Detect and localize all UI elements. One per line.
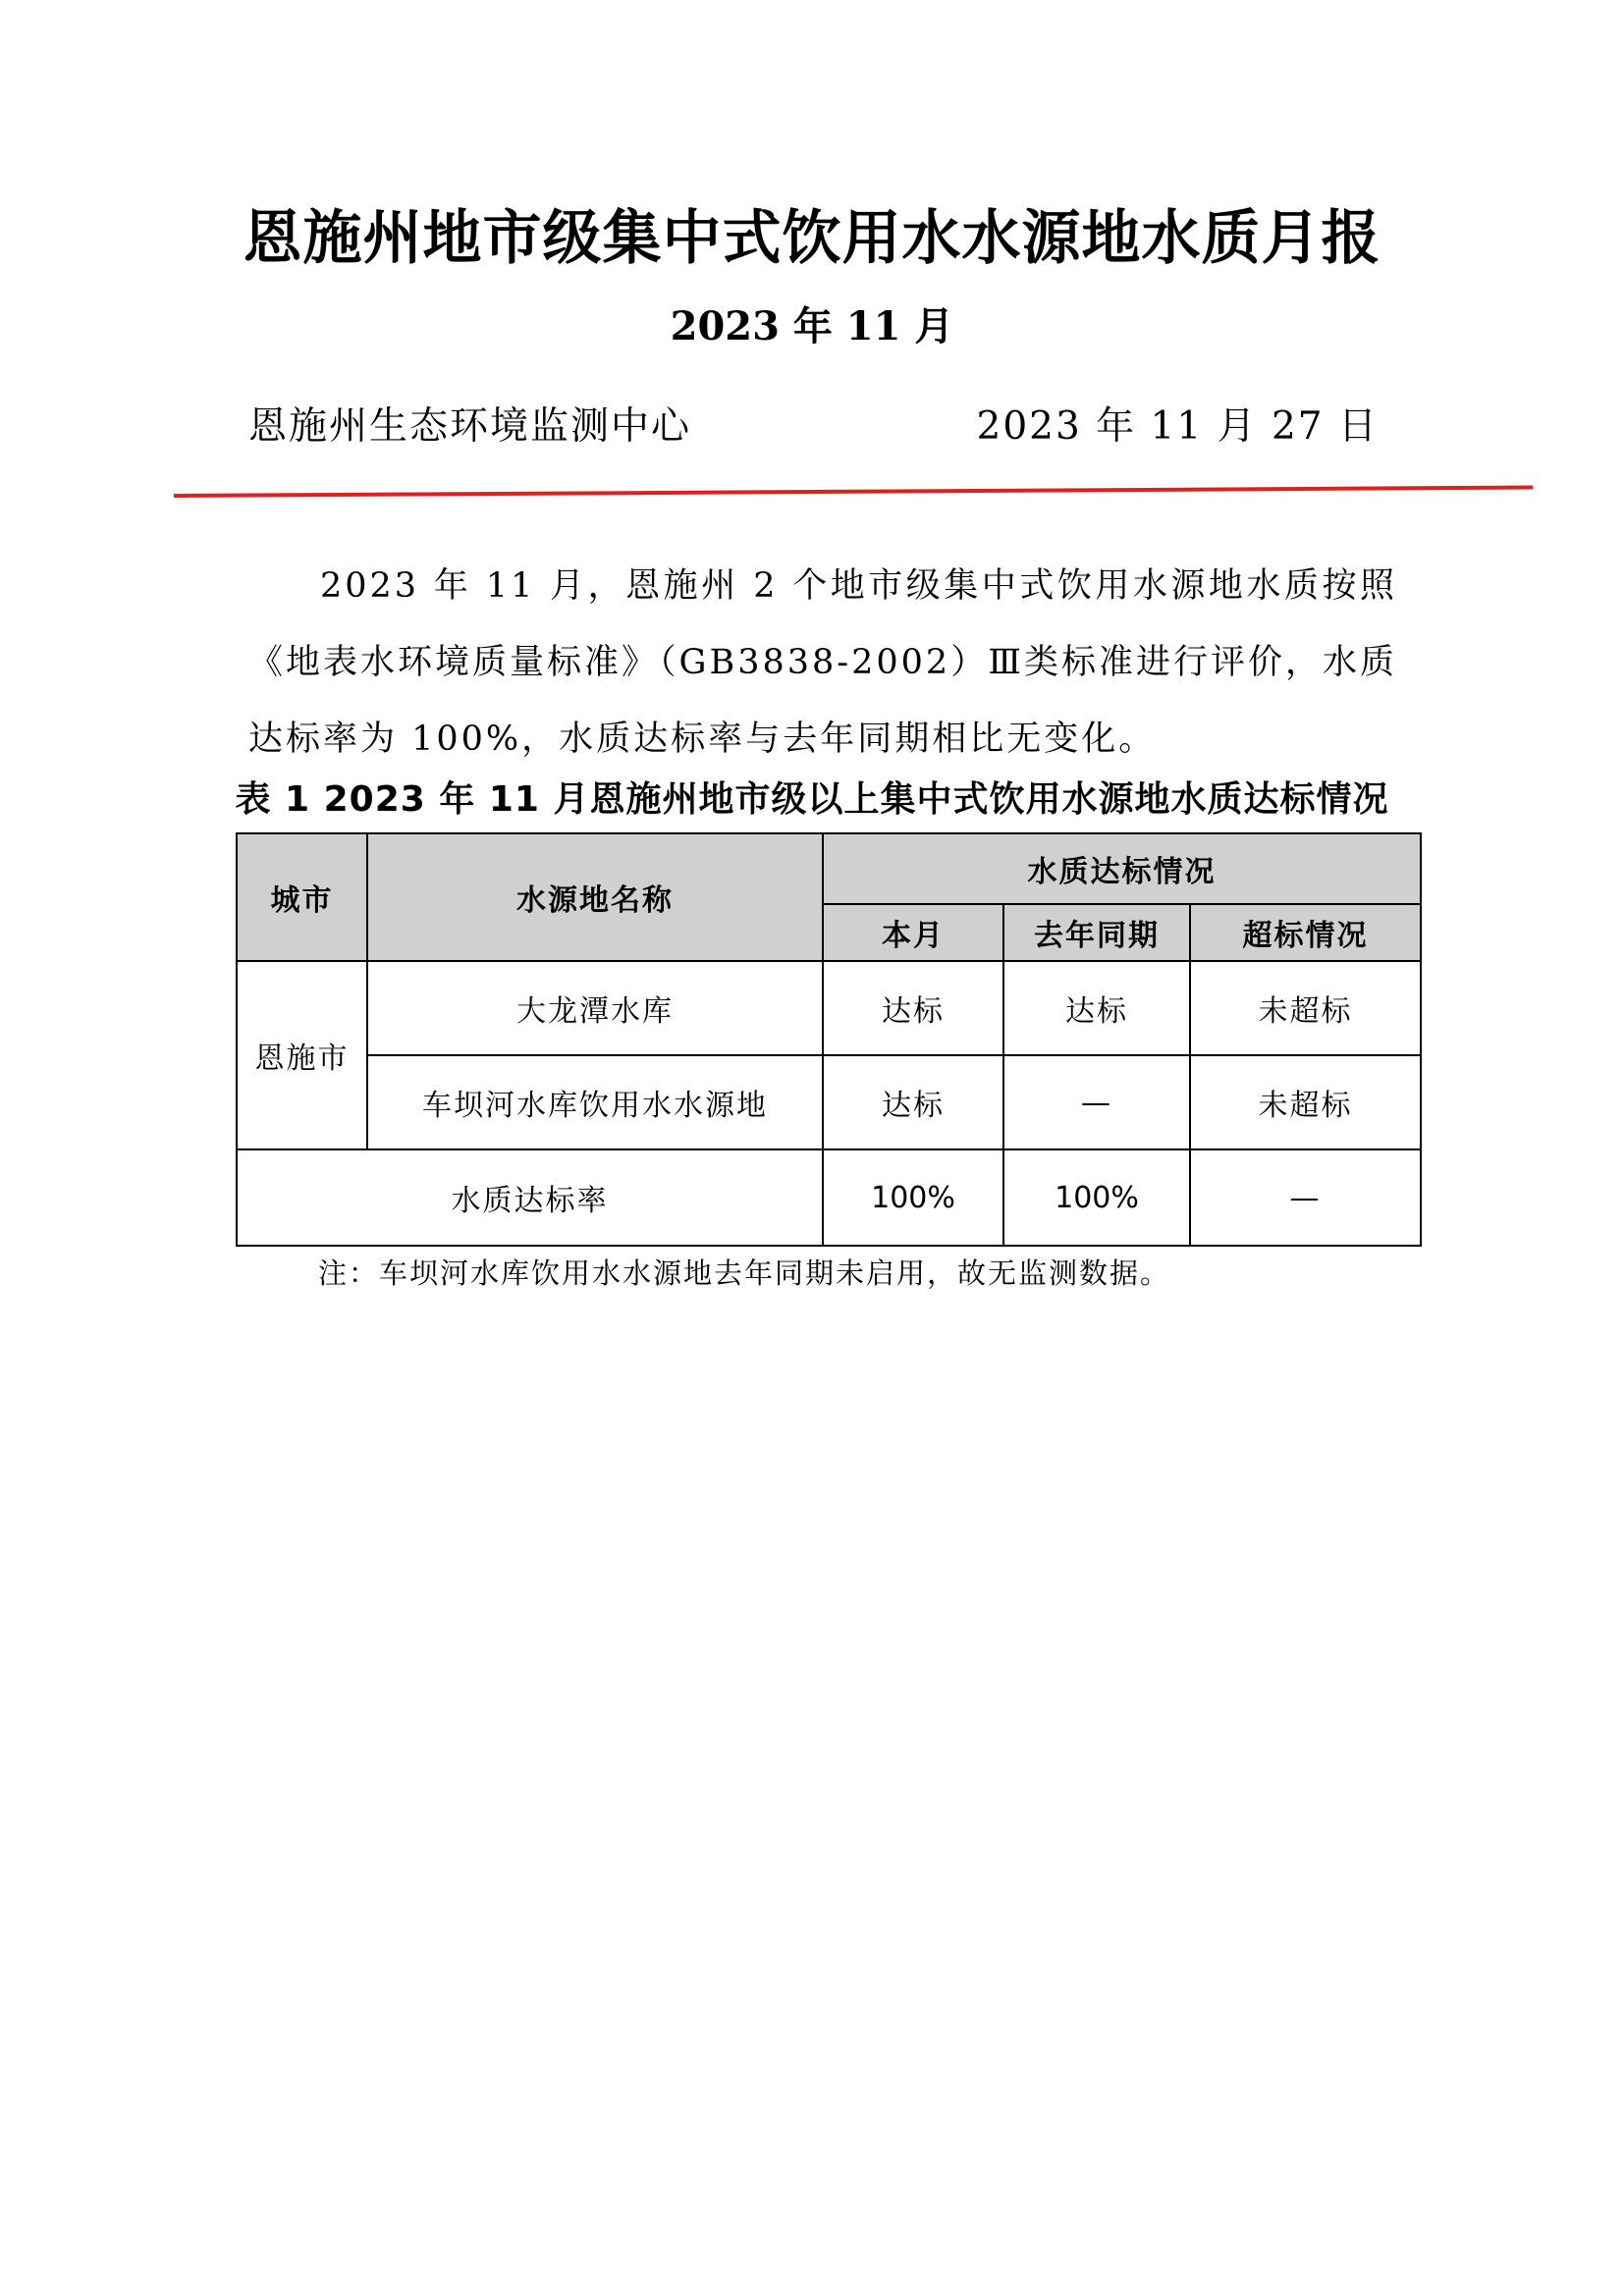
cell-last-year: —	[1003, 1055, 1190, 1149]
cell-source-name: 车坝河水库饮用水水源地	[367, 1055, 823, 1149]
cell-exceed: 未超标	[1190, 1055, 1421, 1149]
cell-rate-this-month: 100%	[823, 1149, 1003, 1246]
table-row	[237, 1055, 1421, 1149]
header-source-name: 水源地名称	[367, 833, 823, 961]
header-this-month: 本月	[823, 904, 1003, 961]
table-row	[237, 961, 1421, 1055]
report-title: 恩施州地市级集中式饮用水水源地水质月报	[243, 204, 1381, 273]
cell-rate-exceed: —	[1190, 1149, 1421, 1246]
issuing-organization: 恩施州生态环境监测中心	[248, 404, 692, 449]
red-divider-line	[174, 486, 1533, 498]
table-rate-row	[237, 1149, 1421, 1246]
water-quality-table	[236, 832, 1422, 1247]
cell-this-month: 达标	[823, 1055, 1003, 1149]
header-exceed: 超标情况	[1190, 904, 1421, 961]
table-caption: 表 1 2023 年 11 月恩施州地市级以上集中式饮用水源地水质达标情况	[235, 779, 1389, 820]
cell-source-name: 大龙潭水库	[367, 961, 823, 1055]
report-period: 2023 年 11 月	[670, 303, 954, 349]
table-header-row	[237, 833, 1421, 904]
cell-this-month: 达标	[823, 961, 1003, 1055]
cell-rate-last-year: 100%	[1003, 1149, 1190, 1246]
header-last-year: 去年同期	[1003, 904, 1190, 961]
summary-paragraph: 2023 年 11 月，恩施州 2 个地市级集中式饮用水源地水质按照《地表水环境质量标准》（GB3838-2002）Ⅲ类标准进行评价，水质达标率为 100%，水质达标率与去年同期相比无变化。	[248, 566, 1397, 759]
cell-exceed: 未超标	[1190, 961, 1421, 1055]
cell-rate-label: 水质达标率	[237, 1149, 823, 1246]
header-status-group: 水质达标情况	[823, 833, 1421, 904]
header-city: 城市	[237, 833, 367, 961]
table-footnote: 注：车坝河水库饮用水水源地去年同期未启用，故无监测数据。	[318, 1256, 1171, 1290]
cell-last-year: 达标	[1003, 961, 1190, 1055]
issue-date: 2023 年 11 月 27 日	[976, 404, 1379, 449]
cell-city: 恩施市	[237, 961, 367, 1149]
